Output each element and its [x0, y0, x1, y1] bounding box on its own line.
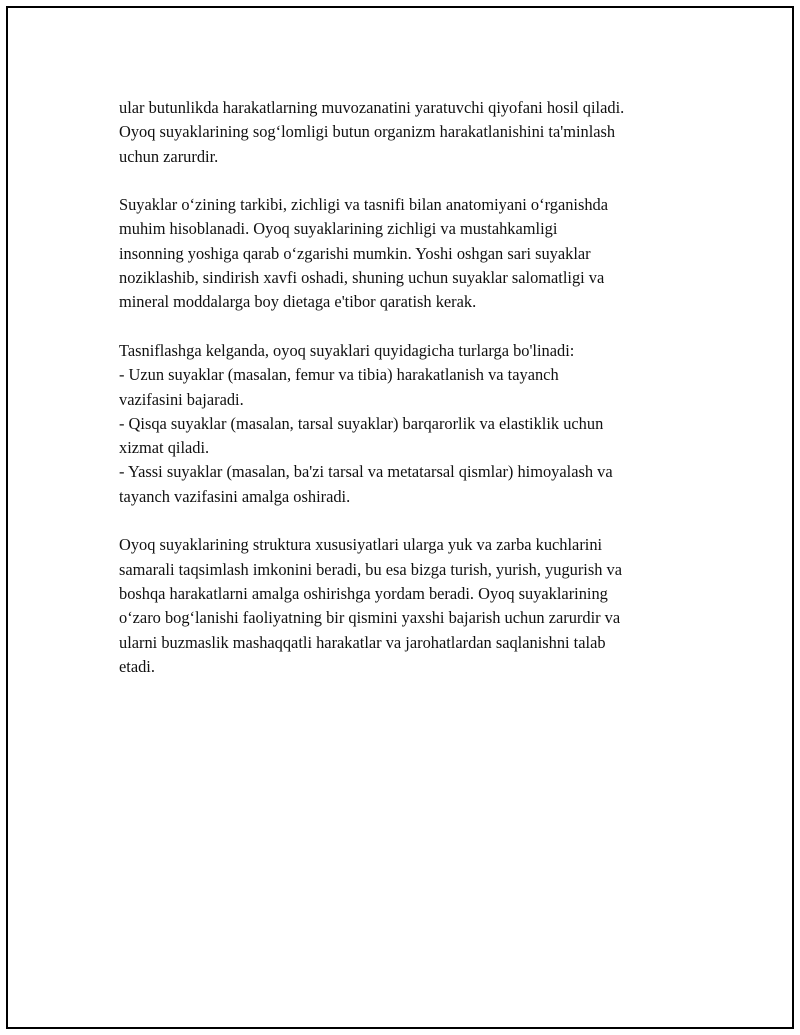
- text-line: Oyoq suyaklarining struktura xususiyatlari ularga yuk va zarba kuchlarini: [119, 535, 603, 555]
- text-line: etadi.: [119, 656, 155, 676]
- text-line: boshqa harakatlarni amalga oshirishga yordam beradi. Oyoq suyaklarining: [119, 583, 608, 603]
- paragraph-1: [119, 96, 709, 169]
- text-line: ular butunlikda harakatlarning muvozanatini yaratuvchi qiyofani hosil qiladi.: [119, 98, 625, 117]
- text-line: mineral moddalarga boy dietaga e'tibor qaratish kerak.: [119, 292, 477, 312]
- text-line: insonning yoshiga qarab o‘zgarishi mumkin. Yoshi oshgan sari suyaklar: [119, 243, 591, 263]
- text-line: muhim hisoblanadi. Oyoq suyaklarining zichligi va mustahkamligi: [119, 219, 558, 239]
- document-page: [6, 6, 794, 1029]
- text-line: o‘zaro bog‘lanishi faoliyatning bir qismini yaxshi bajarish uchun zarurdir va: [119, 608, 621, 628]
- paragraph-2: [119, 193, 709, 314]
- paragraph-3: [119, 339, 709, 509]
- document-body: [119, 96, 709, 703]
- text-line: ularni buzmaslik mashaqqatli harakatlar va jarohatlardan saqlanishni talab: [119, 632, 606, 652]
- text-line: uchun zarurdir.: [119, 146, 219, 166]
- list-item: - Yassi suyaklar (masalan, ba'zi tarsal va metatarsal qismlar) himoyalash va: [119, 462, 613, 482]
- text-line: Suyaklar o‘zining tarkibi, zichligi va tasnifi bilan anatomiyani o‘rganishda: [119, 195, 609, 215]
- list-item: - Qisqa suyaklar (masalan, tarsal suyaklar) barqarorlik va elastiklik uchun: [119, 413, 604, 433]
- text-line: noziklashib, sindirish xavfi oshadi, shuning uchun suyaklar salomatligi va: [119, 268, 605, 288]
- text-line: Tasniflashga kelganda, oyoq suyaklari quyidagicha turlarga bo'linadi:: [119, 340, 575, 360]
- text-line: tayanch vazifasini amalga oshiradi.: [119, 486, 351, 506]
- text-line: vazifasini bajaradi.: [119, 389, 244, 409]
- text-line: Oyoq suyaklarining sog‘lomligi butun organizm harakatlanishini ta'minlash: [119, 122, 616, 142]
- text-line: xizmat qiladi.: [119, 438, 210, 458]
- text-line: samarali taqsimlash imkonini beradi, bu esa bizga turish, yurish, yugurish va: [119, 559, 623, 579]
- paragraph-4: [119, 533, 709, 679]
- list-item: - Uzun suyaklar (masalan, femur va tibia) harakatlanish va tayanch: [119, 365, 559, 385]
